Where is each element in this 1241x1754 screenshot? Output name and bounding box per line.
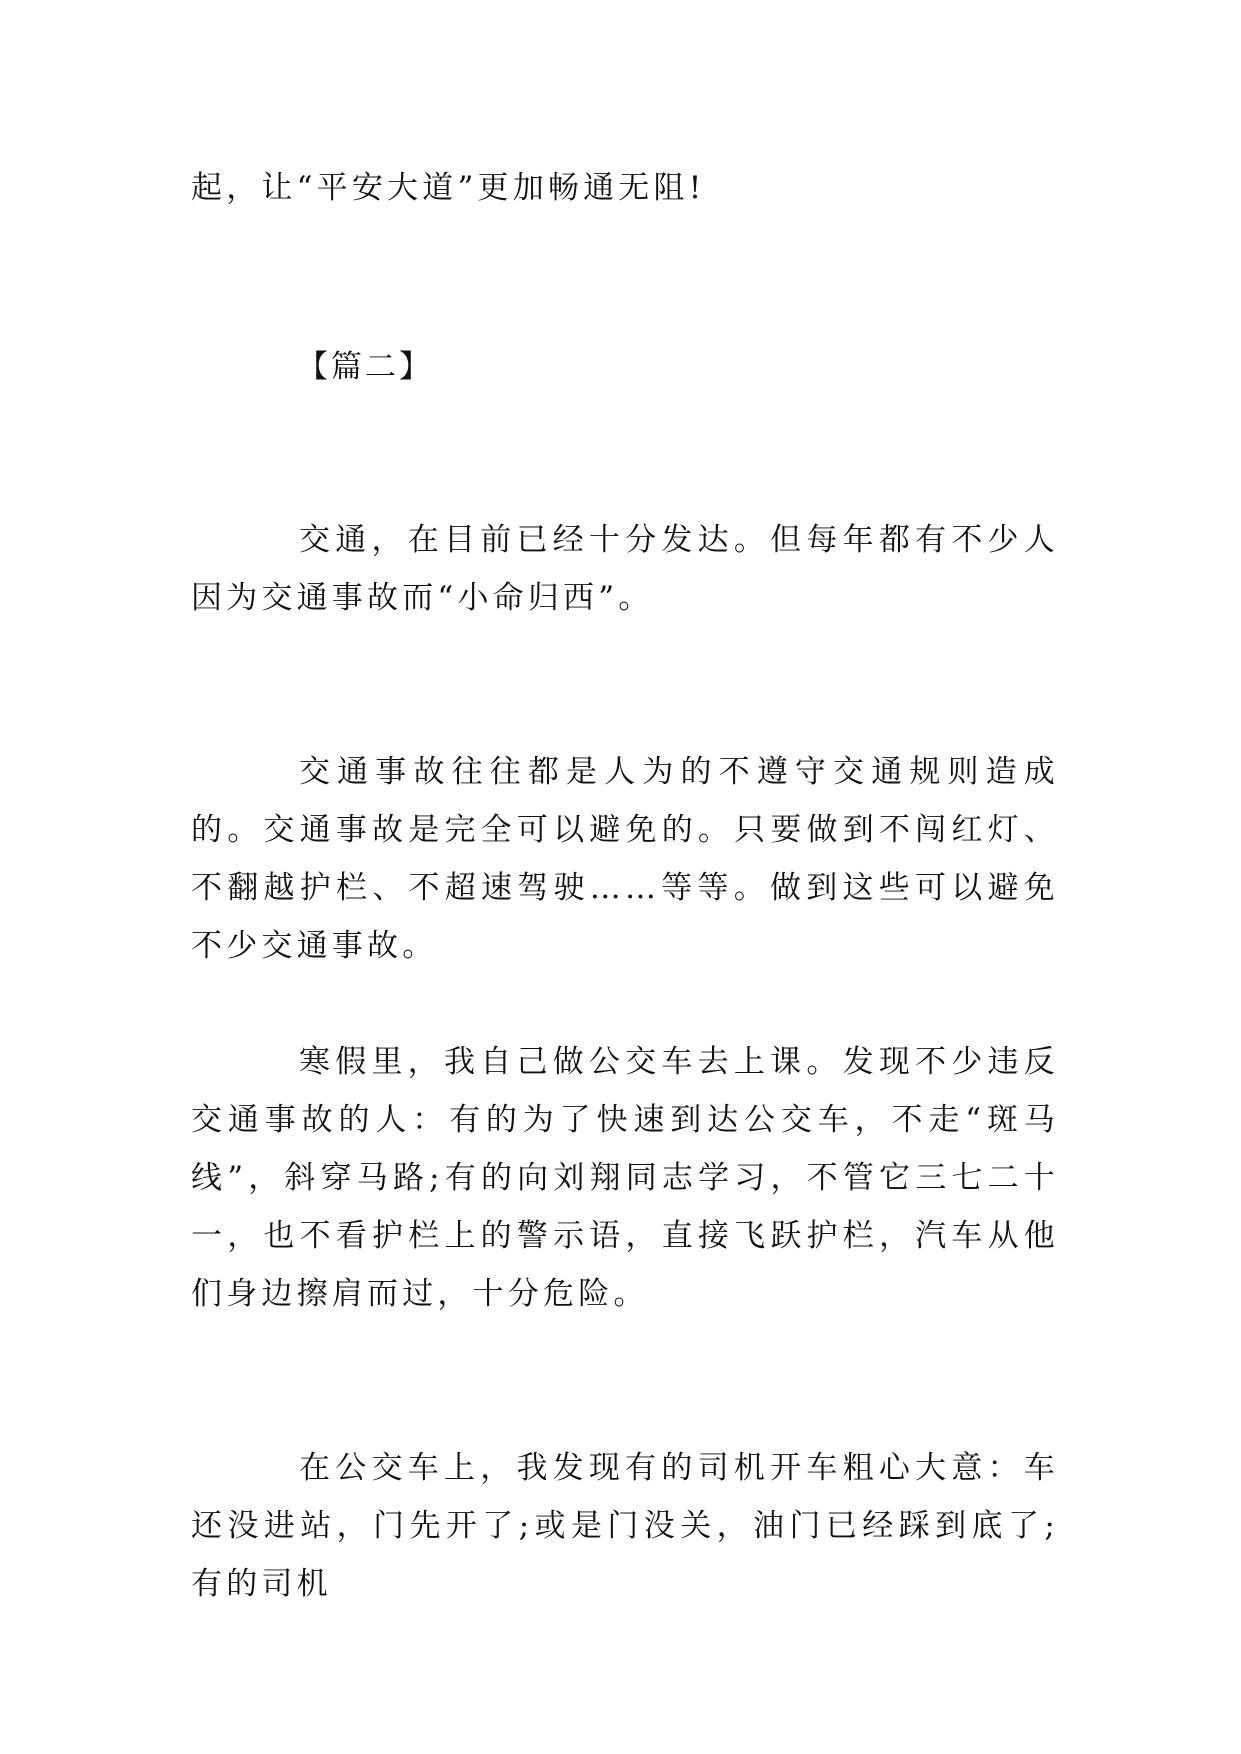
paragraph-3: 寒假里，我自己做公交车去上课。发现不少违反交通事故的人：有的为了快速到达公交车，不走“斑马线”，斜穿马路;有的向刘翔同志学习，不管它三七二十一，也不看护栏上的警示语，直接飞跃护栏，汽车从他们身边擦肩而过，十分危险。 xyxy=(191,1044,1059,1312)
paragraph-2: 交通事故往往都是人为的不遵守交通规则造成的。交通事故是完全可以避免的。只要做到不闯红灯、不翻越护栏、不超速驾驶……等等。做到这些可以避免不少交通事故。 xyxy=(191,754,1059,964)
paragraph-continuation: 起，让“平安大道”更加畅通无阻! xyxy=(191,170,706,206)
paragraph-4: 在公交车上，我发现有的司机开车粗心大意：车还没进站，门先开了;或是门没关，油门已经踩到底了;有的司机 xyxy=(191,1450,1059,1602)
section-heading: 【篇二】 xyxy=(297,349,433,385)
paragraph-1: 交通，在目前已经十分发达。但每年都有不少人因为交通事故而“小命归西”。 xyxy=(191,522,1059,616)
